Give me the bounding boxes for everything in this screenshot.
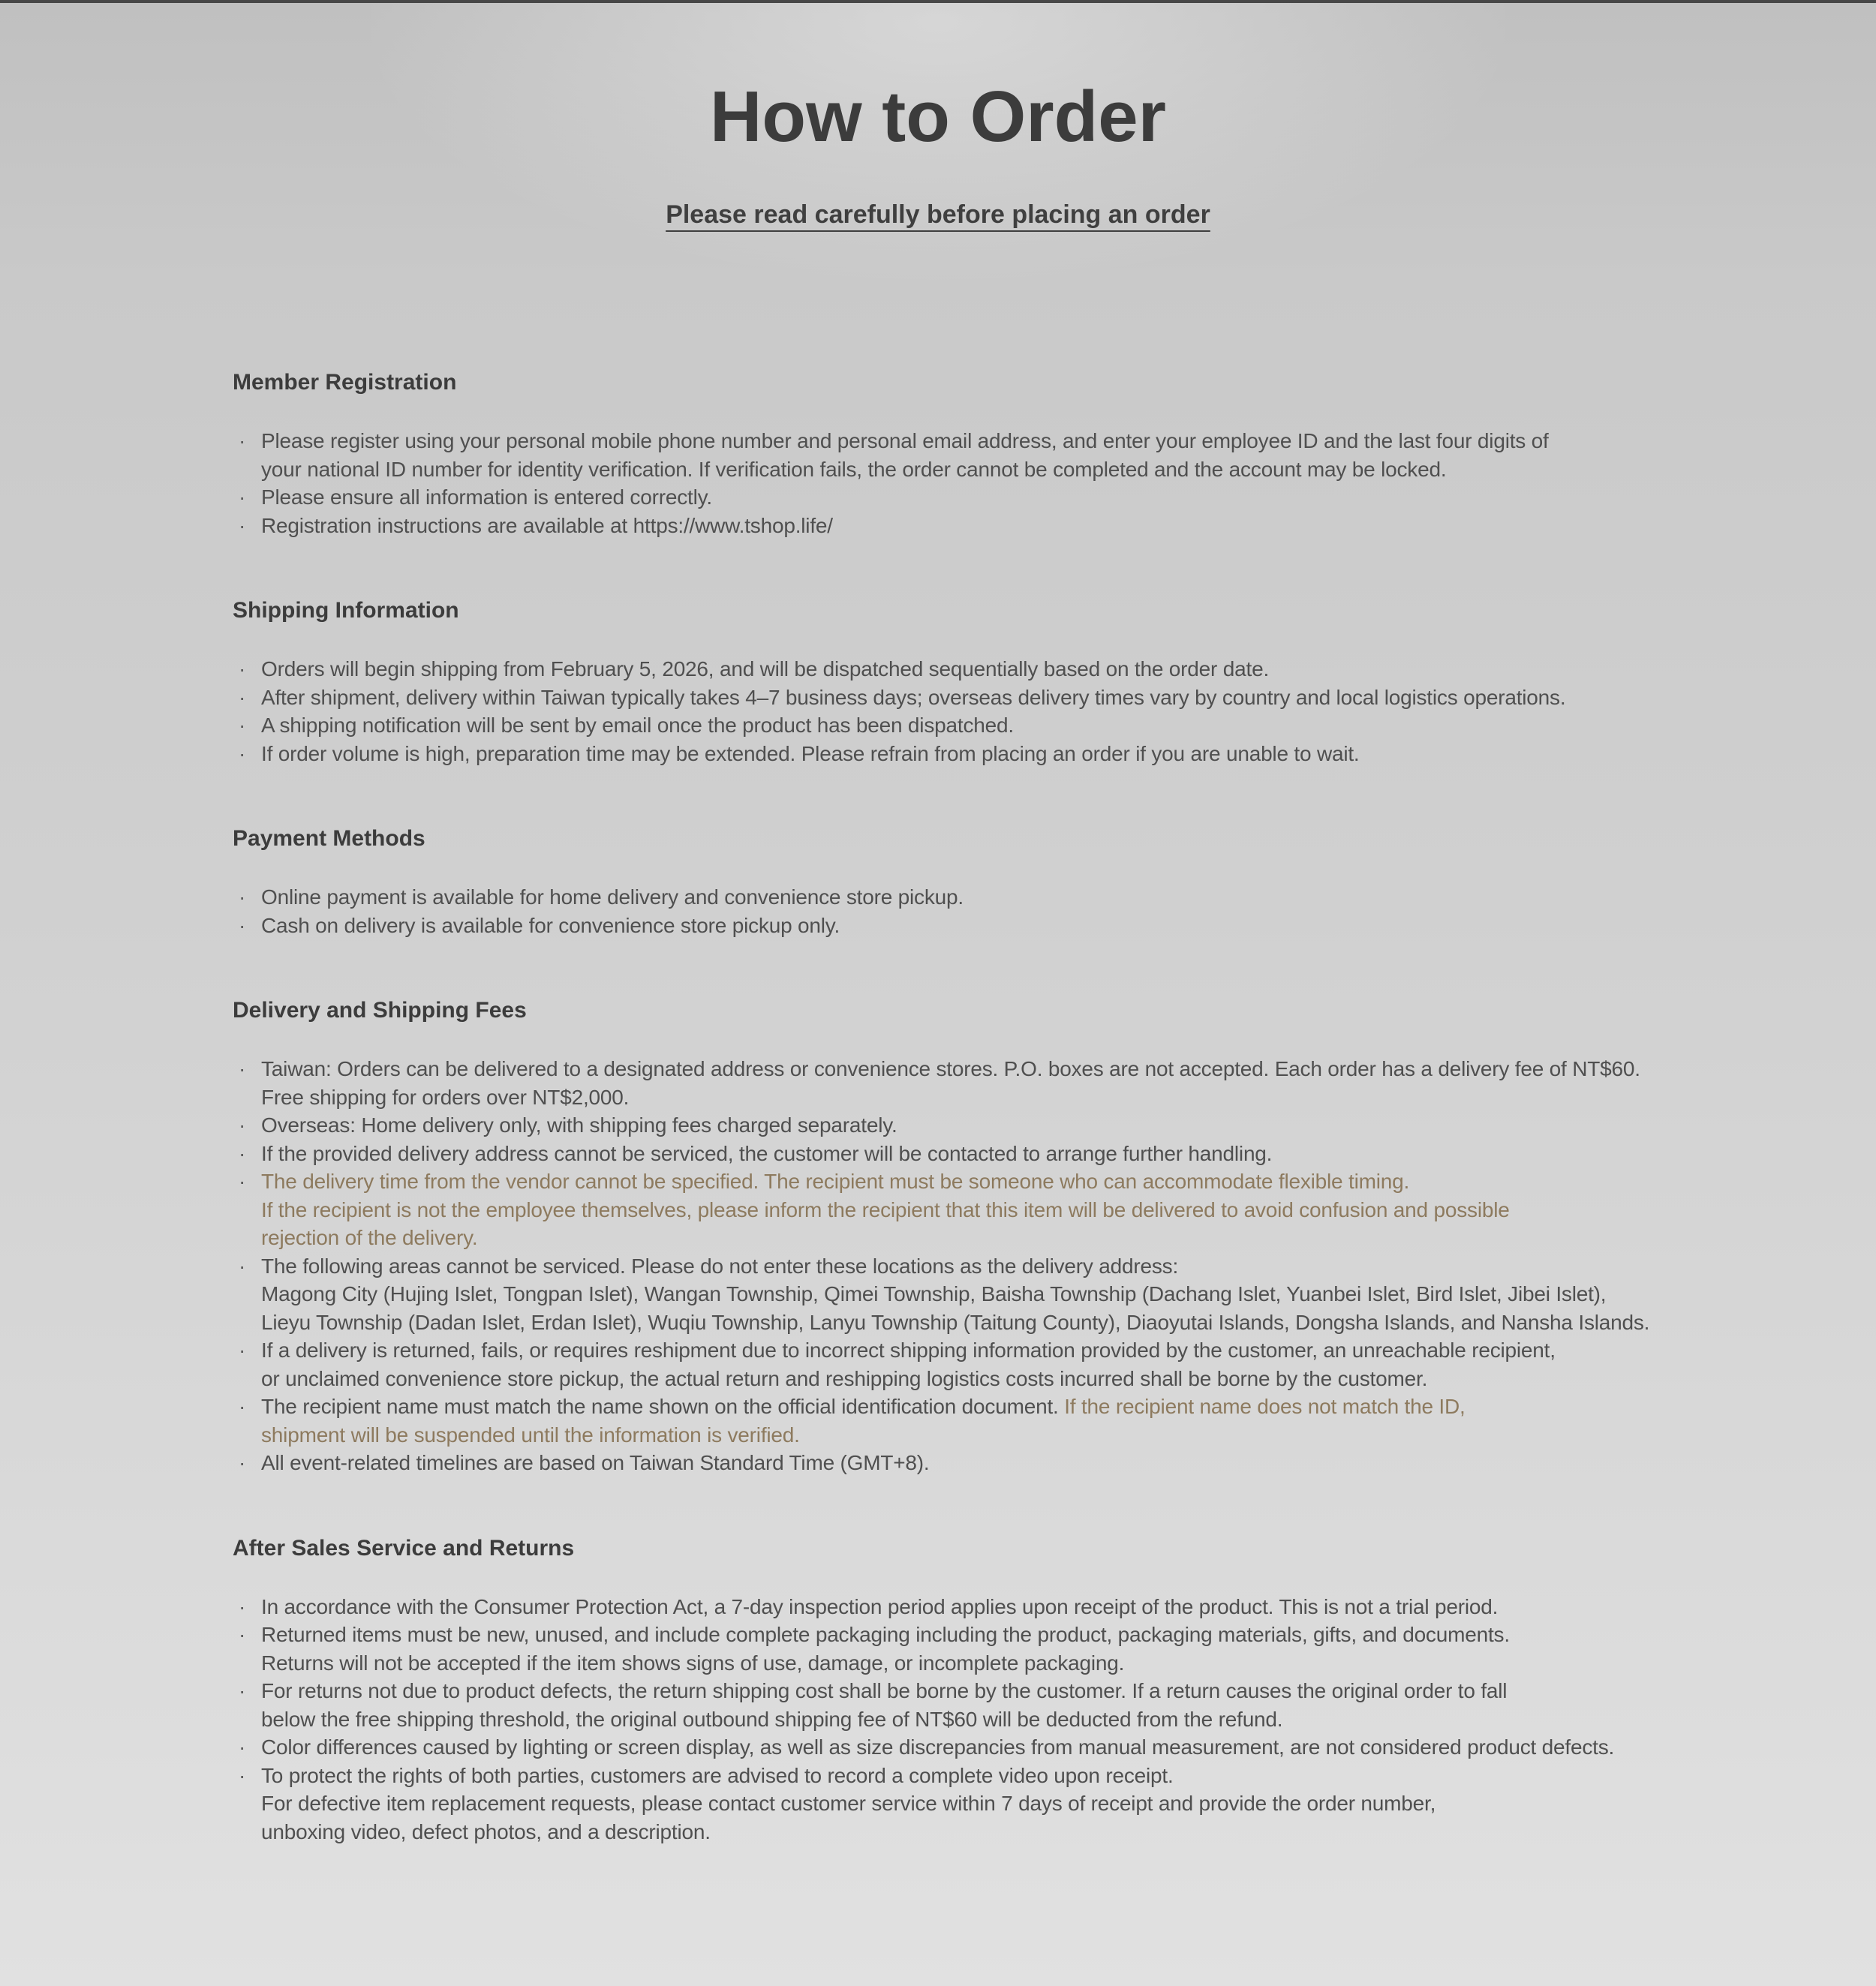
list-item: [233, 740, 1846, 768]
list-item: [233, 427, 1846, 483]
text-segment: Taiwan: Orders can be delivered to a designated address or convenience stores. P.O. boxes are not accepted. Each order has a delivery fee of NT$60. Free shipping for orders over NT$2,000.: [261, 1057, 1640, 1109]
bullet-list: [233, 427, 1846, 539]
text-segment: Registration instructions are available at https://www.tshop.life/: [261, 513, 833, 537]
text-segment: Overseas: Home delivery only, with shipping fees charged separately.: [261, 1113, 897, 1137]
accent-text-segment: If the recipient name does not match the ID, shipment will be suspended until the information is verified.: [261, 1395, 1466, 1447]
list-item: [233, 1677, 1846, 1733]
text-segment: If a delivery is returned, fails, or requires reshipment due to incorrect shipping information provided by the customer, an unreachable recipient, or unclaimed convenience store pickup, the actual return and reshipping logistics costs incurred shall be borne by the customer.: [261, 1339, 1556, 1390]
text-segment: Please register using your personal mobile phone number and personal email address, and enter your employee ID and the last four digits of your national ID number for identity verification. If verification fails, the order cannot be completed and the account may be locked.: [261, 429, 1549, 481]
list-item: [233, 1140, 1846, 1168]
section-shipping-information: [233, 596, 1846, 768]
text-segment: For returns not due to product defects, the return shipping cost shall be borne by the customer. If a return causes the original order to fall below the free shipping threshold, the original outbound shipping fee of NT$60 will be deducted from the refund.: [261, 1679, 1508, 1731]
bullet-icon: ·: [239, 429, 246, 453]
list-item: [233, 1167, 1846, 1252]
text-segment: A shipping notification will be sent by email once the product has been dispatched.: [261, 714, 1014, 738]
section-member-registration: [233, 368, 1846, 539]
text-segment: Please ensure all information is entered correctly.: [261, 485, 712, 509]
text-segment: To protect the rights of both parties, customers are advised to record a complete video upon receipt. For defective item replacement requests, please contact customer service within 7 days of receipt and provide the order number, unboxing video, defect photos, and a description.: [261, 1763, 1436, 1843]
list-item: [233, 684, 1846, 712]
bullet-icon: ·: [239, 885, 246, 909]
section-after-sales-service-and-returns: [233, 1534, 1846, 1846]
bullet-icon: ·: [239, 1395, 246, 1419]
bullet-icon: ·: [239, 714, 246, 738]
list-item: [233, 512, 1846, 540]
list-item: [233, 655, 1846, 684]
list-item-text: [261, 686, 1565, 709]
text-segment: Cash on delivery is available for convenience store pickup only.: [261, 913, 840, 937]
bullet-icon: ·: [239, 513, 246, 537]
bullet-icon: ·: [239, 685, 246, 709]
text-segment: In accordance with the Consumer Protection Act, a 7-day inspection period applies upon receipt of the product. This is not a trial period.: [261, 1594, 1499, 1618]
list-item-text: [261, 1395, 1466, 1447]
list-item-text: [261, 1142, 1272, 1165]
bullet-list: [233, 655, 1846, 768]
section-heading: Member Registration: [233, 370, 457, 395]
list-item-text: [261, 514, 833, 537]
list-item-text: [261, 914, 840, 937]
bullet-list: [233, 883, 1846, 939]
list-item: [233, 1336, 1846, 1393]
list-item-text: [261, 1764, 1436, 1843]
page-title: How to Order: [709, 77, 1166, 157]
bullet-icon: ·: [239, 1057, 246, 1081]
bullet-icon: ·: [239, 485, 246, 509]
bullet-icon: ·: [239, 1254, 246, 1278]
list-item-text: [261, 657, 1269, 681]
accent-text-segment: The delivery time from the vendor cannot be specified. The recipient must be someone who can accommodate flexible timing. If the recipient is not the employee themselves, please inform the recipient that this item will be delivered to avoid confusion and possible rejection of the delivery.: [261, 1170, 1510, 1250]
bullet-list: [233, 1593, 1846, 1846]
bullet-icon: ·: [239, 657, 246, 681]
list-item-text: [261, 1057, 1640, 1109]
bullet-icon: ·: [239, 1763, 246, 1787]
bullet-icon: ·: [239, 913, 246, 937]
list-item: [233, 483, 1846, 512]
list-item-text: [261, 1623, 1510, 1675]
bullet-icon: ·: [239, 1679, 246, 1703]
list-item: [233, 1111, 1846, 1140]
section-delivery-and-shipping-fees: [233, 996, 1846, 1477]
section-heading: Shipping Information: [233, 598, 459, 623]
text-segment: Returned items must be new, unused, and include complete packaging including the product, packaging materials, gifts, and documents. Returns will not be accepted if the item shows signs of use, damage, or incomplete packaging.: [261, 1623, 1510, 1675]
list-item: [233, 711, 1846, 740]
text-segment: If order volume is high, preparation time may be extended. Please refrain from placing an order if you are unable to wait.: [261, 741, 1360, 765]
list-item: [233, 912, 1846, 940]
list-item-text: [261, 1254, 1649, 1334]
list-item: [233, 1449, 1846, 1477]
list-item-text: [261, 885, 964, 909]
list-item: [233, 1621, 1846, 1677]
page-subtitle: Please read carefully before placing an order: [666, 200, 1210, 230]
list-item-text: [261, 1451, 929, 1474]
page-header: [0, 0, 1876, 230]
list-item-text: [261, 1679, 1507, 1731]
bullet-icon: ·: [239, 1594, 246, 1618]
text-segment: If the provided delivery address cannot be serviced, the customer will be contacted to arrange further handling.: [261, 1141, 1273, 1165]
text-segment: The following areas cannot be serviced. Please do not enter these locations as the delivery address: Magong City (Hujing Islet, Tongpan Islet), Wangan Township, Qimei Township, Baisha Township (Dachang Islet, Yuanbei Islet, Bird Islet, Jibei Islet), Lieyu Township (Dadan Islet, Erdan Islet), Wuqiu Township, Lanyu Township (Taitung County), Diaoyutai Islands, Dongsha Islands, and Nansha Islands.: [261, 1254, 1650, 1334]
bullet-icon: ·: [239, 1735, 246, 1759]
page-top-edge: [0, 0, 1876, 3]
text-segment: Online payment is available for home delivery and convenience store pickup.: [261, 885, 964, 909]
bullet-list: [233, 1055, 1846, 1477]
list-item-text: [261, 1735, 1614, 1759]
bullet-icon: ·: [239, 1141, 246, 1165]
list-item: [233, 1593, 1846, 1621]
text-segment: The recipient name must match the name shown on the official identification document.: [261, 1395, 1065, 1419]
section-payment-methods: [233, 825, 1846, 939]
text-segment: All event-related timelines are based on Taiwan Standard Time (GMT+8).: [261, 1451, 930, 1475]
bullet-icon: ·: [239, 1623, 246, 1647]
section-heading: After Sales Service and Returns: [233, 1535, 575, 1561]
bullet-icon: ·: [239, 1451, 246, 1475]
list-item-text: [261, 1113, 897, 1137]
section-heading: Delivery and Shipping Fees: [233, 998, 527, 1023]
list-item: [233, 1055, 1846, 1111]
list-item: [233, 1393, 1846, 1449]
text-segment: After shipment, delivery within Taiwan typically takes 4–7 business days; overseas delivery times vary by country and local logistics operations.: [261, 685, 1566, 709]
list-item-text: [261, 429, 1549, 481]
list-item-text: [261, 1339, 1556, 1390]
content: [0, 368, 1876, 1846]
list-item-text: [261, 1170, 1510, 1249]
text-segment: Orders will begin shipping from February 5, 2026, and will be dispatched sequentially based on the order date.: [261, 657, 1270, 681]
list-item: [233, 1733, 1846, 1762]
list-item: [233, 1252, 1846, 1337]
bullet-icon: ·: [239, 741, 246, 765]
bullet-icon: ·: [239, 1113, 246, 1137]
list-item-text: [261, 485, 712, 509]
bullet-icon: ·: [239, 1339, 246, 1363]
list-item-text: [261, 742, 1360, 765]
list-item: [233, 883, 1846, 912]
text-segment: Color differences caused by lighting or screen display, as well as size discrepancies from manual measurement, are not considered product defects.: [261, 1735, 1615, 1759]
list-item-text: [261, 714, 1014, 737]
list-item: [233, 1762, 1846, 1846]
list-item-text: [261, 1595, 1498, 1618]
section-heading: Payment Methods: [233, 826, 425, 852]
bullet-icon: ·: [239, 1170, 246, 1194]
